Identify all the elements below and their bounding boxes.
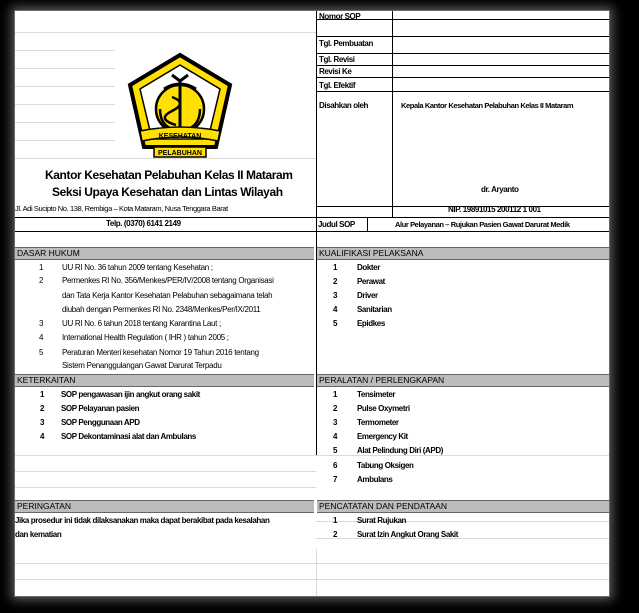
peralatan-item-1: Tensimeter bbox=[357, 390, 396, 399]
emblem-banner-text: KESEHATAN bbox=[158, 133, 202, 140]
judul-value: Alur Pelayanan – Rujukan Pasien Gawat Darurat Medik bbox=[395, 220, 570, 229]
peralatan-num-3: 3 bbox=[333, 418, 338, 427]
peringatan-header: PERINGATAN bbox=[15, 500, 314, 513]
pencatatan-item-2: Surat Izin Angkut Orang Sakit bbox=[357, 530, 459, 539]
kualifikasi-item-4: Sanitarian bbox=[357, 305, 392, 314]
peralatan-num-1: 1 bbox=[333, 390, 338, 399]
keterkaitan-item-2: SOP Pelayanan pasien bbox=[61, 404, 140, 413]
kualifikasi-header: KUALIFIKASI PELAKSANA bbox=[317, 247, 609, 260]
disahkan-value: Kepala Kantor Kesehatan Pelabuhan Kelas II Mataram bbox=[401, 101, 574, 110]
peralatan-item-5: Alat Pelindung Diri (APD) bbox=[357, 446, 444, 455]
dasar-item-5-line-1: Peraturan Menteri kesehatan Nomor 19 Tahun 2016 tentang bbox=[62, 348, 259, 357]
pencatatan-header: PENCATATAN DAN PENDATAAN bbox=[317, 500, 609, 513]
keterkaitan-num-2: 2 bbox=[40, 404, 45, 413]
dasar-num-5: 5 bbox=[39, 348, 44, 357]
peralatan-header: PERALATAN / PERLENGKAPAN bbox=[317, 374, 609, 387]
peralatan-item-3: Termometer bbox=[357, 418, 399, 427]
peralatan-item-2: Pulse Oxymetri bbox=[357, 404, 410, 413]
pencatatan-num-2: 2 bbox=[333, 530, 338, 539]
kualifikasi-num-1: 1 bbox=[333, 263, 338, 272]
disahkan-label: Disahkan oleh bbox=[319, 101, 369, 110]
kkp-emblem-logo bbox=[126, 51, 234, 163]
kualifikasi-item-1: Dokter bbox=[357, 263, 380, 272]
pencatatan-item-1: Surat Rujukan bbox=[357, 516, 407, 525]
tgl-revisi-label: Tgl. Revisi bbox=[319, 55, 355, 64]
keterkaitan-num-1: 1 bbox=[40, 390, 45, 399]
judul-label: Judul SOP bbox=[318, 220, 355, 229]
office-address: Jl. Adi Sucipto No. 138, Rembiga – Kota Mataram, Nusa Tenggara Barat bbox=[15, 204, 228, 213]
pencatatan-num-1: 1 bbox=[333, 516, 338, 525]
kualifikasi-item-2: Perawat bbox=[357, 277, 385, 286]
dasar-item-2-line-1: Permenkes RI No. 356/Menkes/PER/IV/2008 tentang Organisasi bbox=[62, 276, 274, 285]
keterkaitan-header: KETERKAITAN bbox=[15, 374, 314, 387]
emblem-ring-text: PELABUHAN bbox=[158, 150, 202, 157]
office-phone: Telp. (0370) 6141 2149 bbox=[106, 219, 181, 228]
dasar-item-2-line-3: diubah dengan Permenkes RI No. 2348/Menkes/Per/IX/2011 bbox=[62, 305, 261, 314]
dasar-item-2-line-2: dan Tata Kerja Kantor Kesehatan Pelabuhan sebagaimana telah bbox=[62, 291, 273, 300]
peringatan-line-2: dan kematian bbox=[15, 530, 62, 539]
dasar-num-2: 2 bbox=[39, 276, 44, 285]
dasar-num-3: 3 bbox=[39, 319, 44, 328]
kualifikasi-item-3: Driver bbox=[357, 291, 378, 300]
office-unit: Seksi Upaya Kesehatan dan Lintas Wilayah bbox=[52, 185, 283, 199]
keterkaitan-num-3: 3 bbox=[40, 418, 45, 427]
signatory-nip: NIP. 19891015 200112 1 001 bbox=[448, 205, 541, 214]
office-name: Kantor Kesehatan Pelabuhan Kelas II Mataram bbox=[45, 168, 293, 182]
kualifikasi-num-2: 2 bbox=[333, 277, 338, 286]
tgl-pembuatan-label: Tgl. Pembuatan bbox=[319, 39, 373, 48]
peralatan-num-5: 5 bbox=[333, 446, 338, 455]
peralatan-item-6: Tabung Oksigen bbox=[357, 461, 414, 470]
kualifikasi-num-3: 3 bbox=[333, 291, 338, 300]
revisi-ke-label: Revisi Ke bbox=[319, 67, 352, 76]
dasar-num-4: 4 bbox=[39, 333, 44, 342]
peralatan-num-2: 2 bbox=[333, 404, 338, 413]
peralatan-num-7: 7 bbox=[333, 475, 338, 484]
dasar-hukum-header: DASAR HUKUM bbox=[15, 247, 314, 260]
peralatan-item-4: Emergency Kit bbox=[357, 432, 408, 441]
peralatan-num-4: 4 bbox=[333, 432, 338, 441]
dasar-num-1: 1 bbox=[39, 263, 44, 272]
sop-sheet bbox=[14, 10, 610, 597]
signatory-name: dr. Aryanto bbox=[481, 185, 519, 194]
peringatan-line-1: Jika prosedur ini tidak dilaksanakan maka dapat berakibat pada kesalahan bbox=[15, 516, 270, 525]
kualifikasi-item-5: Epidkes bbox=[357, 319, 385, 328]
keterkaitan-item-3: SOP Penggunaan APD bbox=[61, 418, 140, 427]
nomor-sop-label: Nomor SOP bbox=[319, 12, 361, 21]
keterkaitan-num-4: 4 bbox=[40, 432, 45, 441]
dasar-item-5-line-2: Sistem Penanggulangan Gawat Darurat Terpadu bbox=[62, 361, 222, 370]
dasar-item-1: UU RI No. 36 tahun 2009 tentang Kesehatan ; bbox=[62, 263, 213, 272]
tgl-efektif-label: Tgl. Efektif bbox=[319, 81, 356, 90]
keterkaitan-item-1: SOP pengawasan ijin angkut orang sakit bbox=[61, 390, 200, 399]
kualifikasi-num-4: 4 bbox=[333, 305, 338, 314]
keterkaitan-item-4: SOP Dekontaminasi alat dan Ambulans bbox=[61, 432, 196, 441]
dasar-item-3: UU RI No. 6 tahun 2018 tentang Karantina Laut ; bbox=[62, 319, 221, 328]
peralatan-item-7: Ambulans bbox=[357, 475, 393, 484]
kualifikasi-num-5: 5 bbox=[333, 319, 338, 328]
peralatan-num-6: 6 bbox=[333, 461, 338, 470]
dasar-item-4: International Health Regulation ( IHR ) tahun 2005 ; bbox=[62, 333, 229, 342]
